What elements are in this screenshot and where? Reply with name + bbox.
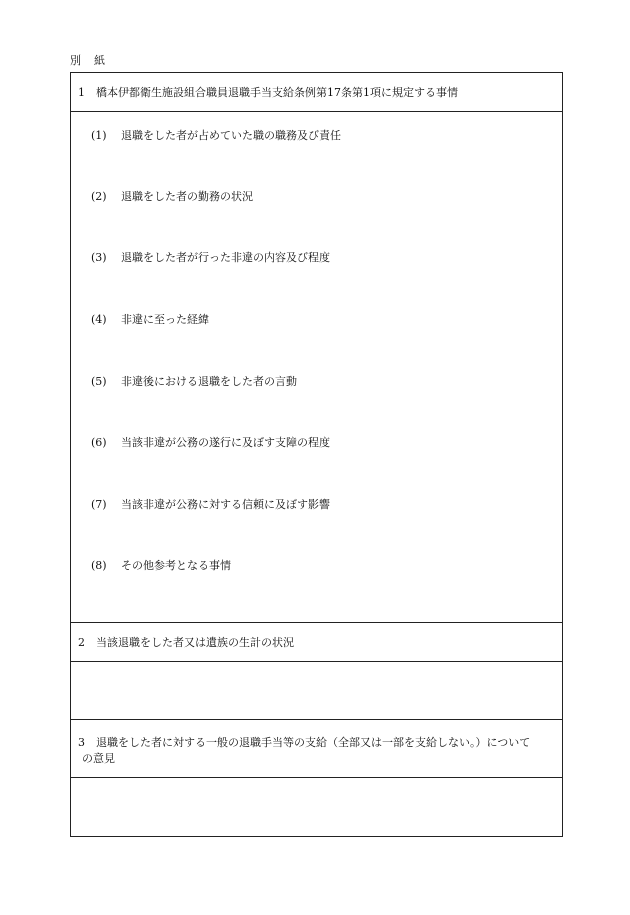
item-number: (5) — [91, 375, 107, 388]
section3-heading-line1 — [78, 735, 556, 751]
section2-heading — [78, 635, 294, 651]
item-number: (8) — [91, 559, 107, 572]
section1-item-3 — [91, 250, 330, 266]
item-text: 退職をした者が占めていた職の職務及び責任 — [121, 129, 341, 142]
section3-answer-area[interactable] — [71, 778, 562, 836]
item-number: (2) — [91, 190, 107, 203]
section3-title-line2: の意見 — [82, 752, 115, 765]
item-text: 退職をした者が行った非違の内容及び程度 — [121, 251, 330, 264]
section3-title-line1: 退職をした者に対する一般の退職手当等の支給（全部又は一部を支給しない。）について — [96, 736, 531, 749]
section1-item-8 — [91, 558, 231, 574]
section3-heading — [78, 735, 556, 767]
form-table — [70, 72, 563, 837]
section1-item-2 — [91, 189, 253, 205]
section2-number: 2 — [78, 636, 85, 649]
section1-item-1 — [91, 128, 341, 144]
item-text: その他参考となる事情 — [121, 559, 231, 572]
section1-item-5 — [91, 374, 297, 390]
section1-title: 橋本伊都衛生施設組合職員退職手当支給条例第17条第1項に規定する事情 — [96, 86, 458, 99]
section1-item-4 — [91, 312, 209, 328]
item-text: 当該非違が公務の遂行に及ぼす支障の程度 — [121, 436, 330, 449]
section2-title: 当該退職をした者又は遺族の生計の状況 — [96, 636, 294, 649]
appendix-label: 別 紙 — [70, 54, 106, 67]
section2-heading-row — [71, 623, 562, 662]
item-text: 当該非違が公務に対する信頼に及ぼす影響 — [121, 498, 330, 511]
section1-item-7 — [91, 497, 330, 513]
item-number: (3) — [91, 251, 107, 264]
section3-number: 3 — [78, 736, 85, 749]
section1-heading — [78, 85, 458, 101]
item-number: (4) — [91, 313, 107, 326]
section1-heading-row — [71, 73, 562, 112]
section1-number: 1 — [78, 86, 85, 99]
item-number: (6) — [91, 436, 107, 449]
item-text: 退職をした者の勤務の状況 — [121, 190, 253, 203]
item-number: (7) — [91, 498, 107, 511]
section3-heading-row — [71, 720, 562, 778]
section1-items-area — [71, 112, 562, 623]
section1-item-6 — [91, 435, 330, 451]
item-number: (1) — [91, 129, 107, 142]
section2-answer-area[interactable] — [71, 662, 562, 720]
item-text: 非違後における退職をした者の言動 — [121, 375, 297, 388]
item-text: 非違に至った経緯 — [121, 313, 209, 326]
